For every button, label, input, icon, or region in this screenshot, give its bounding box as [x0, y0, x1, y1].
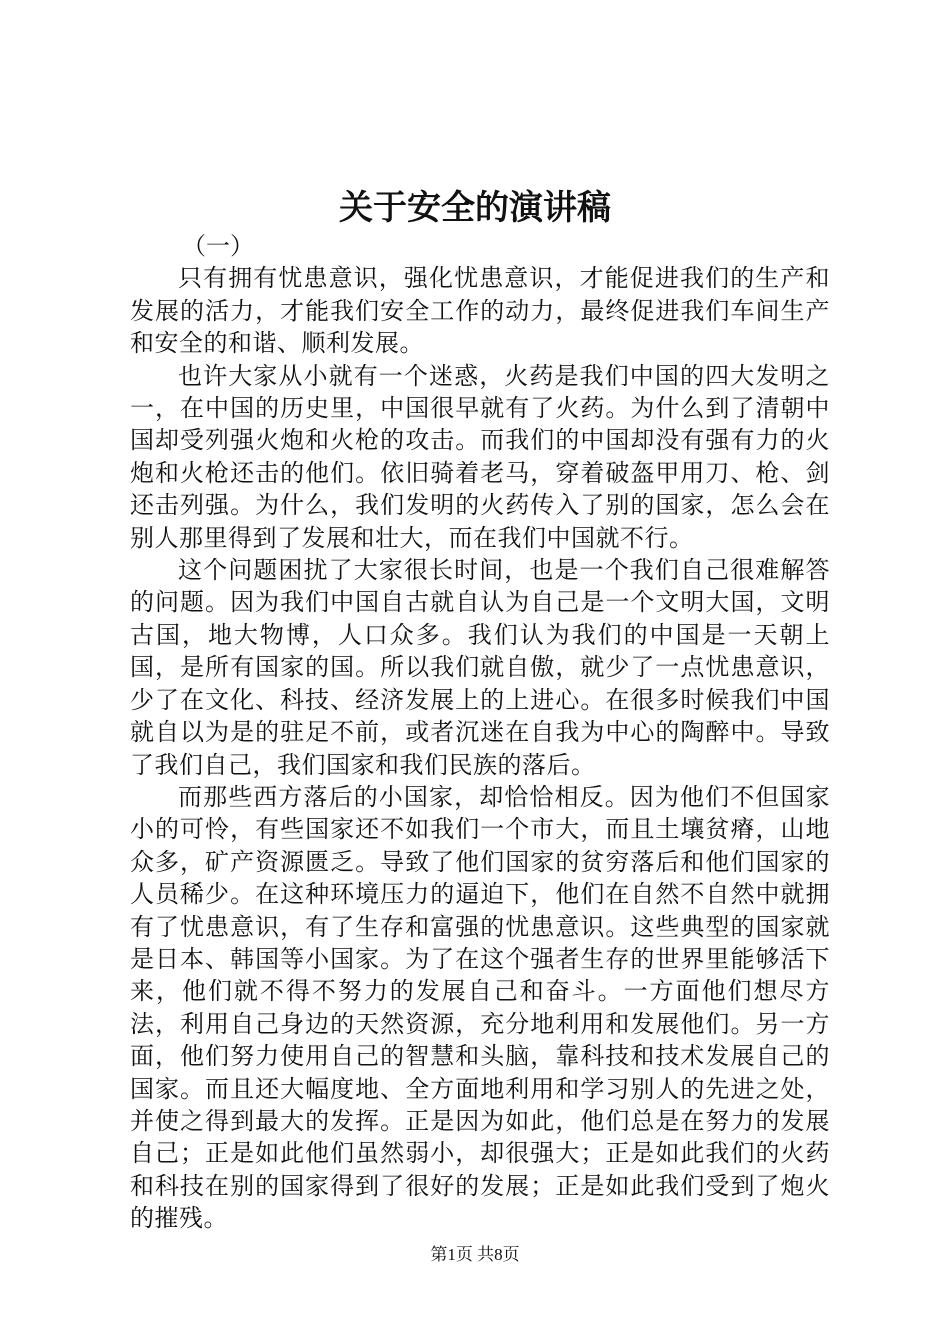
paragraph-1: 只有拥有忧患意识，强化忧患意识，才能促进我们的生产和发展的活力，才能我们安全工作的动力，最终促进我们车间生产和安全的和谐、顺利发展。 — [130, 264, 830, 358]
section-label: （一） — [182, 232, 254, 260]
page-footer: 第1页 共8页 — [430, 1245, 520, 1264]
document-body — [130, 230, 830, 1235]
paragraph-2: 也许大家从小就有一个迷惑，火药是我们中国的四大发明之一，在中国的历史里，中国很早就有了火药。为什么到了清朝中国却受列强火炮和火枪的攻击。而我们的中国却没有强有力的火炮和火枪还击的他们。依旧骑着老马，穿着破盔甲用刀、枪、剑还击列强。为什么，我们发明的火药传入了别的国家，怎么会在别人那里得到了发展和壮大，而在我们中国就不行。 — [130, 361, 830, 552]
paragraph-3: 这个问题困扰了大家很长时间，也是一个我们自己很难解答的问题。因为我们中国自古就自认为自己是一个文明大国，文明古国，地大物博，人口众多。我们认为我们的中国是一天朝上国，是所有国家的国。所以我们就自傲，就少了一点忧患意识，少了在文化、科技、经济发展上的上进心。在很多时候我们中国就自以为是的驻足不前，或者沉迷在自我为中心的陶醉中。导致了我们自己，我们国家和我们民族的落后。 — [130, 556, 830, 779]
document-title: 关于安全的演讲稿 — [339, 188, 611, 228]
paragraph-4: 而那些西方落后的小国家，却恰恰相反。因为他们不但国家小的可怜，有些国家还不如我们一个市大，而且土壤贫瘠，山地众多，矿产资源匮乏。导致了他们国家的贫穷落后和他们国家的人员稀少。在这种环境压力的逼迫下，他们在自然不自然中就拥有了忧患意识，有了生存和富强的忧患意识。这些典型的国家就是日本、韩国等小国家。为了在这个强者生存的世界里能够活下来，他们就不得不努力的发展自己和奋斗。一方面他们想尽方法，利用自己身边的天然资源，充分地利用和发展他们。另一方面，他们努力使用自己的智慧和头脑，靠科技和技术发展自己的国家。而且还大幅度地、全方面地利用和学习别人的先进之处，并使之得到最大的发挥。正是因为如此，他们总是在努力的发展自己；正是如此他们虽然弱小，却很强大；正是如此我们的火药和科技在别的国家得到了很好的发展；正是如此我们受到了炮火的摧残。 — [130, 782, 830, 1233]
